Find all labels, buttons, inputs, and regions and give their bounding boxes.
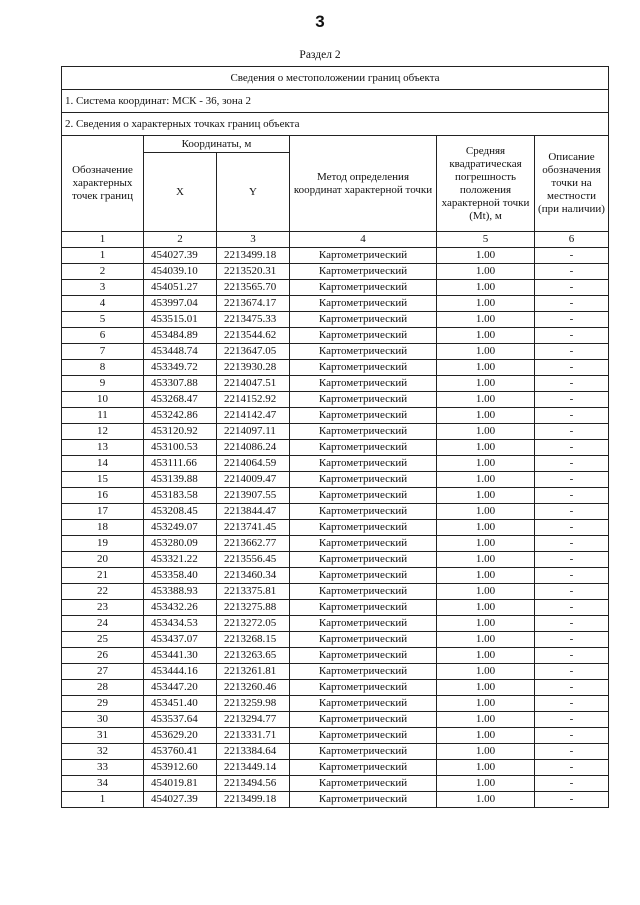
coord-x: 453280.09 — [144, 536, 217, 552]
point-number: 17 — [62, 504, 144, 520]
table-row — [62, 472, 609, 488]
accuracy-cell: 1.00 — [437, 376, 535, 392]
accuracy-cell: 1.00 — [437, 440, 535, 456]
coord-y: 2213261.81 — [217, 664, 290, 680]
accuracy-cell: 1.00 — [437, 408, 535, 424]
accuracy-cell: 1.00 — [437, 360, 535, 376]
coord-x: 453444.16 — [144, 664, 217, 680]
point-number: 14 — [62, 456, 144, 472]
point-number: 26 — [62, 648, 144, 664]
coord-y: 2213260.46 — [217, 680, 290, 696]
coord-y: 2213268.15 — [217, 632, 290, 648]
table-row — [62, 616, 609, 632]
coord-y: 2213331.71 — [217, 728, 290, 744]
table-row — [62, 264, 609, 280]
coord-x: 453441.30 — [144, 648, 217, 664]
accuracy-cell: 1.00 — [437, 264, 535, 280]
table-row — [62, 664, 609, 680]
header-coords: Координаты, м — [144, 136, 290, 153]
method-cell: Картометрический — [290, 552, 437, 568]
description-cell: - — [535, 648, 609, 664]
boundary-points-table — [61, 66, 609, 808]
accuracy-cell: 1.00 — [437, 552, 535, 568]
coord-y: 2214142.47 — [217, 408, 290, 424]
coord-x: 453120.92 — [144, 424, 217, 440]
description-cell: - — [535, 296, 609, 312]
method-cell: Картометрический — [290, 424, 437, 440]
coord-y: 2213930.28 — [217, 360, 290, 376]
coord-x: 453432.26 — [144, 600, 217, 616]
table-row — [62, 344, 609, 360]
method-cell: Картометрический — [290, 664, 437, 680]
description-cell: - — [535, 504, 609, 520]
point-number: 1 — [62, 248, 144, 264]
coord-y: 2213275.88 — [217, 600, 290, 616]
coord-y: 2213449.14 — [217, 760, 290, 776]
description-cell: - — [535, 312, 609, 328]
accuracy-cell: 1.00 — [437, 472, 535, 488]
table-row — [62, 568, 609, 584]
description-cell: - — [535, 520, 609, 536]
coord-x: 453484.89 — [144, 328, 217, 344]
accuracy-cell: 1.00 — [437, 296, 535, 312]
method-cell: Картометрический — [290, 584, 437, 600]
method-cell: Картометрический — [290, 536, 437, 552]
coord-y: 2213844.47 — [217, 504, 290, 520]
point-number: 24 — [62, 616, 144, 632]
description-cell: - — [535, 376, 609, 392]
coord-x: 454051.27 — [144, 280, 217, 296]
point-number: 31 — [62, 728, 144, 744]
coord-x: 454039.10 — [144, 264, 217, 280]
accuracy-cell: 1.00 — [437, 696, 535, 712]
point-number: 23 — [62, 600, 144, 616]
point-number: 20 — [62, 552, 144, 568]
header-x: X — [144, 153, 217, 232]
coord-y: 2213556.45 — [217, 552, 290, 568]
method-cell: Картометрический — [290, 344, 437, 360]
table-row — [62, 552, 609, 568]
coord-x: 453349.72 — [144, 360, 217, 376]
point-number: 1 — [62, 792, 144, 808]
point-number: 27 — [62, 664, 144, 680]
table-row — [62, 520, 609, 536]
header-designation: Обозначение характерных точек границ — [62, 136, 144, 232]
coord-y: 2213263.65 — [217, 648, 290, 664]
method-cell: Картометрический — [290, 312, 437, 328]
coord-x: 453307.88 — [144, 376, 217, 392]
accuracy-cell: 1.00 — [437, 760, 535, 776]
description-cell: - — [535, 760, 609, 776]
table-row — [62, 632, 609, 648]
coord-x: 453447.20 — [144, 680, 217, 696]
description-cell: - — [535, 616, 609, 632]
coord-x: 453208.45 — [144, 504, 217, 520]
coord-x: 453515.01 — [144, 312, 217, 328]
description-cell: - — [535, 264, 609, 280]
coord-x: 453183.58 — [144, 488, 217, 504]
method-cell: Картометрический — [290, 712, 437, 728]
description-cell: - — [535, 776, 609, 792]
coord-y: 2213674.17 — [217, 296, 290, 312]
table-row — [62, 296, 609, 312]
table-row — [62, 488, 609, 504]
description-cell: - — [535, 392, 609, 408]
coord-y: 2213460.34 — [217, 568, 290, 584]
method-cell: Картометрический — [290, 744, 437, 760]
table-row — [62, 712, 609, 728]
coord-x: 453139.88 — [144, 472, 217, 488]
accuracy-cell: 1.00 — [437, 424, 535, 440]
table-row — [62, 248, 609, 264]
coord-x: 453111.66 — [144, 456, 217, 472]
table-row — [62, 440, 609, 456]
table-row — [62, 424, 609, 440]
point-number: 6 — [62, 328, 144, 344]
points-heading: 2. Сведения о характерных точках границ объекта — [62, 113, 609, 136]
column-number: 2 — [144, 232, 217, 248]
description-cell: - — [535, 328, 609, 344]
description-cell: - — [535, 728, 609, 744]
accuracy-cell: 1.00 — [437, 792, 535, 808]
method-cell: Картометрический — [290, 520, 437, 536]
description-cell: - — [535, 472, 609, 488]
header-method: Метод определения координат характерной точки — [290, 136, 437, 232]
accuracy-cell: 1.00 — [437, 456, 535, 472]
method-cell: Картометрический — [290, 408, 437, 424]
accuracy-cell: 1.00 — [437, 520, 535, 536]
description-cell: - — [535, 664, 609, 680]
method-cell: Картометрический — [290, 632, 437, 648]
accuracy-cell: 1.00 — [437, 312, 535, 328]
accuracy-cell: 1.00 — [437, 648, 535, 664]
coord-x: 453242.86 — [144, 408, 217, 424]
description-cell: - — [535, 408, 609, 424]
coord-x: 453100.53 — [144, 440, 217, 456]
point-number: 13 — [62, 440, 144, 456]
table-row — [62, 456, 609, 472]
table-row — [62, 408, 609, 424]
point-number: 5 — [62, 312, 144, 328]
table-row — [62, 376, 609, 392]
table-body — [62, 248, 609, 808]
coord-x: 453321.22 — [144, 552, 217, 568]
table-row — [62, 392, 609, 408]
method-cell: Картометрический — [290, 648, 437, 664]
page-number: 3 — [315, 12, 325, 31]
method-cell: Картометрический — [290, 504, 437, 520]
coord-y: 2214047.51 — [217, 376, 290, 392]
point-number: 16 — [62, 488, 144, 504]
point-number: 8 — [62, 360, 144, 376]
method-cell: Картометрический — [290, 392, 437, 408]
point-number: 4 — [62, 296, 144, 312]
method-cell: Картометрический — [290, 360, 437, 376]
coord-x: 454027.39 — [144, 792, 217, 808]
description-cell: - — [535, 440, 609, 456]
point-number: 34 — [62, 776, 144, 792]
column-numbers-row — [62, 232, 609, 248]
coord-y: 2213259.98 — [217, 696, 290, 712]
accuracy-cell: 1.00 — [437, 584, 535, 600]
accuracy-cell: 1.00 — [437, 488, 535, 504]
method-cell: Картометрический — [290, 568, 437, 584]
method-cell: Картометрический — [290, 264, 437, 280]
coord-y: 2214097.11 — [217, 424, 290, 440]
accuracy-cell: 1.00 — [437, 504, 535, 520]
coord-y: 2213294.77 — [217, 712, 290, 728]
accuracy-cell: 1.00 — [437, 392, 535, 408]
point-number: 11 — [62, 408, 144, 424]
description-cell: - — [535, 424, 609, 440]
table-row — [62, 728, 609, 744]
coord-y: 2214152.92 — [217, 392, 290, 408]
point-number: 28 — [62, 680, 144, 696]
coord-x: 453434.53 — [144, 616, 217, 632]
coord-x: 453760.41 — [144, 744, 217, 760]
coord-y: 2213384.64 — [217, 744, 290, 760]
table-row — [62, 776, 609, 792]
coord-x: 453358.40 — [144, 568, 217, 584]
point-number: 10 — [62, 392, 144, 408]
method-cell: Картометрический — [290, 296, 437, 312]
description-cell: - — [535, 680, 609, 696]
point-number: 9 — [62, 376, 144, 392]
description-cell: - — [535, 600, 609, 616]
method-cell: Картометрический — [290, 456, 437, 472]
description-cell: - — [535, 344, 609, 360]
coord-x: 453268.47 — [144, 392, 217, 408]
description-cell: - — [535, 552, 609, 568]
description-cell: - — [535, 488, 609, 504]
point-number: 30 — [62, 712, 144, 728]
coord-x: 453997.04 — [144, 296, 217, 312]
header-description: Описание обозначения точки на местности (при наличии) — [535, 136, 609, 232]
coord-x: 453249.07 — [144, 520, 217, 536]
column-number: 1 — [62, 232, 144, 248]
point-number: 19 — [62, 536, 144, 552]
table-header — [62, 67, 609, 248]
coord-x: 453437.07 — [144, 632, 217, 648]
coord-y: 2213272.05 — [217, 616, 290, 632]
coord-y: 2214009.47 — [217, 472, 290, 488]
point-number: 25 — [62, 632, 144, 648]
coord-x: 453912.60 — [144, 760, 217, 776]
accuracy-cell: 1.00 — [437, 664, 535, 680]
table-row — [62, 648, 609, 664]
accuracy-cell: 1.00 — [437, 616, 535, 632]
point-number: 3 — [62, 280, 144, 296]
accuracy-cell: 1.00 — [437, 728, 535, 744]
coord-y: 2213375.81 — [217, 584, 290, 600]
coord-x: 453629.20 — [144, 728, 217, 744]
method-cell: Картометрический — [290, 280, 437, 296]
method-cell: Картометрический — [290, 696, 437, 712]
method-cell: Картометрический — [290, 488, 437, 504]
description-cell: - — [535, 792, 609, 808]
table-row — [62, 792, 609, 808]
column-number: 3 — [217, 232, 290, 248]
coord-y: 2213520.31 — [217, 264, 290, 280]
point-number: 12 — [62, 424, 144, 440]
method-cell: Картометрический — [290, 728, 437, 744]
coord-y: 2214064.59 — [217, 456, 290, 472]
coord-y: 2213662.77 — [217, 536, 290, 552]
description-cell: - — [535, 536, 609, 552]
method-cell: Картометрический — [290, 440, 437, 456]
column-number: 5 — [437, 232, 535, 248]
coord-x: 454027.39 — [144, 248, 217, 264]
point-number: 18 — [62, 520, 144, 536]
method-cell: Картометрический — [290, 792, 437, 808]
table-row — [62, 328, 609, 344]
table-row — [62, 680, 609, 696]
description-cell: - — [535, 568, 609, 584]
coord-x: 454019.81 — [144, 776, 217, 792]
description-cell: - — [535, 696, 609, 712]
table-row — [62, 744, 609, 760]
table-row — [62, 280, 609, 296]
table-row — [62, 504, 609, 520]
method-cell: Картометрический — [290, 776, 437, 792]
point-number: 33 — [62, 760, 144, 776]
coord-x: 453537.64 — [144, 712, 217, 728]
description-cell: - — [535, 280, 609, 296]
method-cell: Картометрический — [290, 616, 437, 632]
point-number: 7 — [62, 344, 144, 360]
point-number: 21 — [62, 568, 144, 584]
accuracy-cell: 1.00 — [437, 344, 535, 360]
accuracy-cell: 1.00 — [437, 776, 535, 792]
accuracy-cell: 1.00 — [437, 248, 535, 264]
coord-y: 2213741.45 — [217, 520, 290, 536]
coord-x: 453451.40 — [144, 696, 217, 712]
accuracy-cell: 1.00 — [437, 744, 535, 760]
coord-y: 2213475.33 — [217, 312, 290, 328]
table-title: Сведения о местоположении границ объекта — [62, 67, 609, 90]
accuracy-cell: 1.00 — [437, 712, 535, 728]
method-cell: Картометрический — [290, 248, 437, 264]
table-row — [62, 584, 609, 600]
accuracy-cell: 1.00 — [437, 600, 535, 616]
table-row — [62, 760, 609, 776]
table-row — [62, 312, 609, 328]
description-cell: - — [535, 360, 609, 376]
accuracy-cell: 1.00 — [437, 568, 535, 584]
table-row — [62, 536, 609, 552]
table-row — [62, 696, 609, 712]
coord-y: 2213647.05 — [217, 344, 290, 360]
coord-x: 453448.74 — [144, 344, 217, 360]
accuracy-cell: 1.00 — [437, 280, 535, 296]
description-cell: - — [535, 744, 609, 760]
method-cell: Картометрический — [290, 376, 437, 392]
coord-y: 2213499.18 — [217, 248, 290, 264]
coord-y: 2213544.62 — [217, 328, 290, 344]
point-number: 15 — [62, 472, 144, 488]
point-number: 32 — [62, 744, 144, 760]
method-cell: Картометрический — [290, 328, 437, 344]
header-accuracy: Средняя квадратическая погрешность положения характерной точки (Mt), м — [437, 136, 535, 232]
header-y: Y — [217, 153, 290, 232]
description-cell: - — [535, 456, 609, 472]
accuracy-cell: 1.00 — [437, 680, 535, 696]
table-row — [62, 360, 609, 376]
coord-x: 453388.93 — [144, 584, 217, 600]
point-number: 29 — [62, 696, 144, 712]
method-cell: Картометрический — [290, 760, 437, 776]
method-cell: Картометрический — [290, 472, 437, 488]
description-cell: - — [535, 712, 609, 728]
accuracy-cell: 1.00 — [437, 632, 535, 648]
column-number: 4 — [290, 232, 437, 248]
coord-y: 2213565.70 — [217, 280, 290, 296]
table-row — [62, 600, 609, 616]
method-cell: Картометрический — [290, 680, 437, 696]
coord-system-line: 1. Система координат: МСК - 36, зона 2 — [62, 90, 609, 113]
coord-y: 2213494.56 — [217, 776, 290, 792]
accuracy-cell: 1.00 — [437, 536, 535, 552]
coord-y: 2213907.55 — [217, 488, 290, 504]
point-number: 22 — [62, 584, 144, 600]
description-cell: - — [535, 584, 609, 600]
coord-y: 2214086.24 — [217, 440, 290, 456]
column-number: 6 — [535, 232, 609, 248]
accuracy-cell: 1.00 — [437, 328, 535, 344]
method-cell: Картометрический — [290, 600, 437, 616]
description-cell: - — [535, 248, 609, 264]
section-label: Раздел 2 — [299, 49, 341, 61]
description-cell: - — [535, 632, 609, 648]
coord-y: 2213499.18 — [217, 792, 290, 808]
point-number: 2 — [62, 264, 144, 280]
